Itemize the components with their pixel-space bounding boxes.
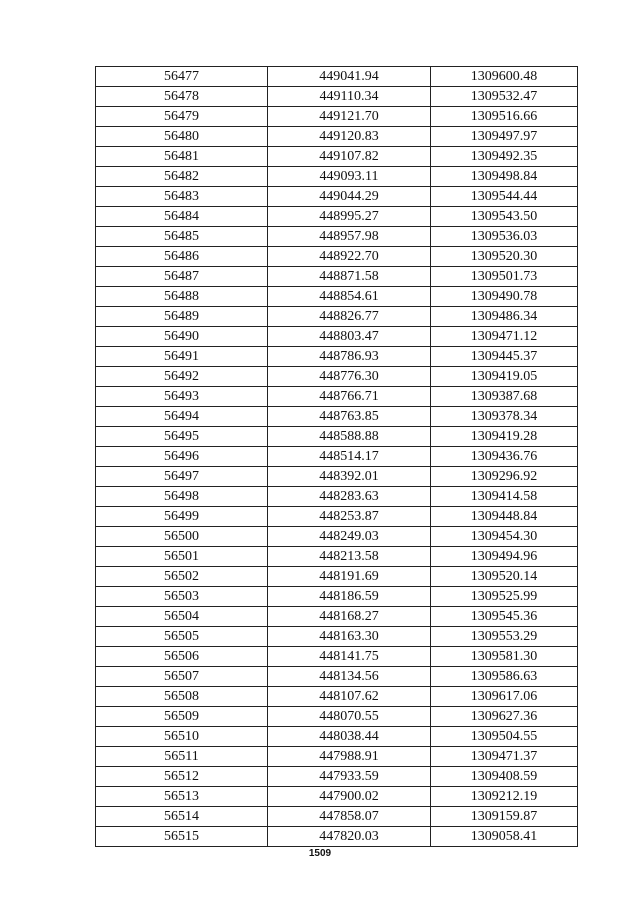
point-id-cell: 56514	[96, 807, 268, 827]
y-coordinate-cell: 1309387.68	[431, 387, 578, 407]
y-coordinate-cell: 1309486.34	[431, 307, 578, 327]
x-coordinate-cell: 448141.75	[268, 647, 431, 667]
y-coordinate-cell: 1309498.84	[431, 167, 578, 187]
point-id-cell: 56504	[96, 607, 268, 627]
x-coordinate-cell: 448163.30	[268, 627, 431, 647]
point-id-cell: 56483	[96, 187, 268, 207]
table-row	[96, 447, 578, 467]
y-coordinate-cell: 1309212.19	[431, 787, 578, 807]
y-coordinate-cell: 1309471.12	[431, 327, 578, 347]
point-id-cell: 56482	[96, 167, 268, 187]
x-coordinate-cell: 448249.03	[268, 527, 431, 547]
x-coordinate-cell: 448588.88	[268, 427, 431, 447]
x-coordinate-cell: 448283.63	[268, 487, 431, 507]
y-coordinate-cell: 1309600.48	[431, 67, 578, 87]
y-coordinate-cell: 1309471.37	[431, 747, 578, 767]
point-id-cell: 56485	[96, 227, 268, 247]
point-id-cell: 56496	[96, 447, 268, 467]
table-row	[96, 207, 578, 227]
point-id-cell: 56494	[96, 407, 268, 427]
y-coordinate-cell: 1309520.30	[431, 247, 578, 267]
y-coordinate-cell: 1309408.59	[431, 767, 578, 787]
x-coordinate-cell: 447900.02	[268, 787, 431, 807]
table-row	[96, 667, 578, 687]
x-coordinate-cell: 448191.69	[268, 567, 431, 587]
table-row	[96, 227, 578, 247]
x-coordinate-cell: 448168.27	[268, 607, 431, 627]
x-coordinate-cell: 448213.58	[268, 547, 431, 567]
x-coordinate-cell: 448854.61	[268, 287, 431, 307]
y-coordinate-cell: 1309378.34	[431, 407, 578, 427]
point-id-cell: 56515	[96, 827, 268, 847]
x-coordinate-cell: 448957.98	[268, 227, 431, 247]
x-coordinate-cell: 448070.55	[268, 707, 431, 727]
point-id-cell: 56509	[96, 707, 268, 727]
y-coordinate-cell: 1309296.92	[431, 467, 578, 487]
x-coordinate-cell: 448871.58	[268, 267, 431, 287]
table-row	[96, 587, 578, 607]
y-coordinate-cell: 1309520.14	[431, 567, 578, 587]
y-coordinate-cell: 1309545.36	[431, 607, 578, 627]
table-row	[96, 327, 578, 347]
y-coordinate-cell: 1309544.44	[431, 187, 578, 207]
table-row	[96, 167, 578, 187]
y-coordinate-cell: 1309536.03	[431, 227, 578, 247]
x-coordinate-cell: 448186.59	[268, 587, 431, 607]
x-coordinate-cell: 449041.94	[268, 67, 431, 87]
point-id-cell: 56484	[96, 207, 268, 227]
point-id-cell: 56490	[96, 327, 268, 347]
point-id-cell: 56497	[96, 467, 268, 487]
y-coordinate-cell: 1309454.30	[431, 527, 578, 547]
x-coordinate-cell: 449120.83	[268, 127, 431, 147]
y-coordinate-cell: 1309494.96	[431, 547, 578, 567]
point-id-cell: 56477	[96, 67, 268, 87]
x-coordinate-cell: 448107.62	[268, 687, 431, 707]
table-row	[96, 747, 578, 767]
y-coordinate-cell: 1309553.29	[431, 627, 578, 647]
y-coordinate-cell: 1309497.97	[431, 127, 578, 147]
y-coordinate-cell: 1309627.36	[431, 707, 578, 727]
point-id-cell: 56480	[96, 127, 268, 147]
point-id-cell: 56512	[96, 767, 268, 787]
y-coordinate-cell: 1309419.05	[431, 367, 578, 387]
x-coordinate-cell: 449044.29	[268, 187, 431, 207]
x-coordinate-cell: 447988.91	[268, 747, 431, 767]
point-id-cell: 56478	[96, 87, 268, 107]
y-coordinate-cell: 1309501.73	[431, 267, 578, 287]
x-coordinate-cell: 449110.34	[268, 87, 431, 107]
point-id-cell: 56506	[96, 647, 268, 667]
x-coordinate-cell: 448134.56	[268, 667, 431, 687]
point-id-cell: 56507	[96, 667, 268, 687]
x-coordinate-cell: 447933.59	[268, 767, 431, 787]
point-id-cell: 56498	[96, 487, 268, 507]
table-row	[96, 707, 578, 727]
point-id-cell: 56481	[96, 147, 268, 167]
y-coordinate-cell: 1309586.63	[431, 667, 578, 687]
y-coordinate-cell: 1309617.06	[431, 687, 578, 707]
table-row	[96, 127, 578, 147]
table-row	[96, 187, 578, 207]
table-row	[96, 827, 578, 847]
y-coordinate-cell: 1309159.87	[431, 807, 578, 827]
y-coordinate-cell: 1309490.78	[431, 287, 578, 307]
x-coordinate-cell: 448763.85	[268, 407, 431, 427]
table-row	[96, 767, 578, 787]
y-coordinate-cell: 1309414.58	[431, 487, 578, 507]
y-coordinate-cell: 1309532.47	[431, 87, 578, 107]
x-coordinate-cell: 448786.93	[268, 347, 431, 367]
x-coordinate-cell: 448826.77	[268, 307, 431, 327]
point-id-cell: 56510	[96, 727, 268, 747]
x-coordinate-cell: 449107.82	[268, 147, 431, 167]
table-row	[96, 247, 578, 267]
x-coordinate-cell: 448038.44	[268, 727, 431, 747]
table-row	[96, 347, 578, 367]
table-row	[96, 287, 578, 307]
x-coordinate-cell: 448253.87	[268, 507, 431, 527]
table-row	[96, 467, 578, 487]
y-coordinate-cell: 1309436.76	[431, 447, 578, 467]
point-id-cell: 56489	[96, 307, 268, 327]
y-coordinate-cell: 1309543.50	[431, 207, 578, 227]
y-coordinate-cell: 1309525.99	[431, 587, 578, 607]
point-id-cell: 56492	[96, 367, 268, 387]
point-id-cell: 56488	[96, 287, 268, 307]
table-row	[96, 427, 578, 447]
table-row	[96, 547, 578, 567]
table-row	[96, 687, 578, 707]
point-id-cell: 56508	[96, 687, 268, 707]
y-coordinate-cell: 1309419.28	[431, 427, 578, 447]
table-row	[96, 87, 578, 107]
point-id-cell: 56500	[96, 527, 268, 547]
y-coordinate-cell: 1309581.30	[431, 647, 578, 667]
point-id-cell: 56501	[96, 547, 268, 567]
point-id-cell: 56502	[96, 567, 268, 587]
point-id-cell: 56487	[96, 267, 268, 287]
table-row	[96, 807, 578, 827]
x-coordinate-cell: 448995.27	[268, 207, 431, 227]
table-row	[96, 487, 578, 507]
page-number: 1509	[308, 848, 332, 859]
x-coordinate-cell: 448776.30	[268, 367, 431, 387]
coordinate-table-body	[96, 67, 578, 847]
point-id-cell: 56499	[96, 507, 268, 527]
x-coordinate-cell: 448766.71	[268, 387, 431, 407]
table-row	[96, 507, 578, 527]
table-row	[96, 267, 578, 287]
table-row	[96, 387, 578, 407]
x-coordinate-cell: 449121.70	[268, 107, 431, 127]
table-row	[96, 567, 578, 587]
table-row	[96, 367, 578, 387]
table-row	[96, 647, 578, 667]
y-coordinate-cell: 1309492.35	[431, 147, 578, 167]
table-row	[96, 67, 578, 87]
y-coordinate-cell: 1309445.37	[431, 347, 578, 367]
y-coordinate-cell: 1309516.66	[431, 107, 578, 127]
point-id-cell: 56479	[96, 107, 268, 127]
point-id-cell: 56513	[96, 787, 268, 807]
x-coordinate-cell: 449093.11	[268, 167, 431, 187]
point-id-cell: 56486	[96, 247, 268, 267]
point-id-cell: 56505	[96, 627, 268, 647]
point-id-cell: 56503	[96, 587, 268, 607]
table-row	[96, 607, 578, 627]
x-coordinate-cell: 448514.17	[268, 447, 431, 467]
x-coordinate-cell: 448803.47	[268, 327, 431, 347]
point-id-cell: 56511	[96, 747, 268, 767]
table-row	[96, 527, 578, 547]
x-coordinate-cell: 448922.70	[268, 247, 431, 267]
table-row	[96, 627, 578, 647]
table-row	[96, 727, 578, 747]
coordinate-table	[95, 66, 578, 847]
y-coordinate-cell: 1309058.41	[431, 827, 578, 847]
table-row	[96, 147, 578, 167]
y-coordinate-cell: 1309448.84	[431, 507, 578, 527]
x-coordinate-cell: 448392.01	[268, 467, 431, 487]
point-id-cell: 56493	[96, 387, 268, 407]
table-row	[96, 307, 578, 327]
point-id-cell: 56495	[96, 427, 268, 447]
point-id-cell: 56491	[96, 347, 268, 367]
table-row	[96, 107, 578, 127]
x-coordinate-cell: 447858.07	[268, 807, 431, 827]
table-row	[96, 407, 578, 427]
y-coordinate-cell: 1309504.55	[431, 727, 578, 747]
table-row	[96, 787, 578, 807]
x-coordinate-cell: 447820.03	[268, 827, 431, 847]
